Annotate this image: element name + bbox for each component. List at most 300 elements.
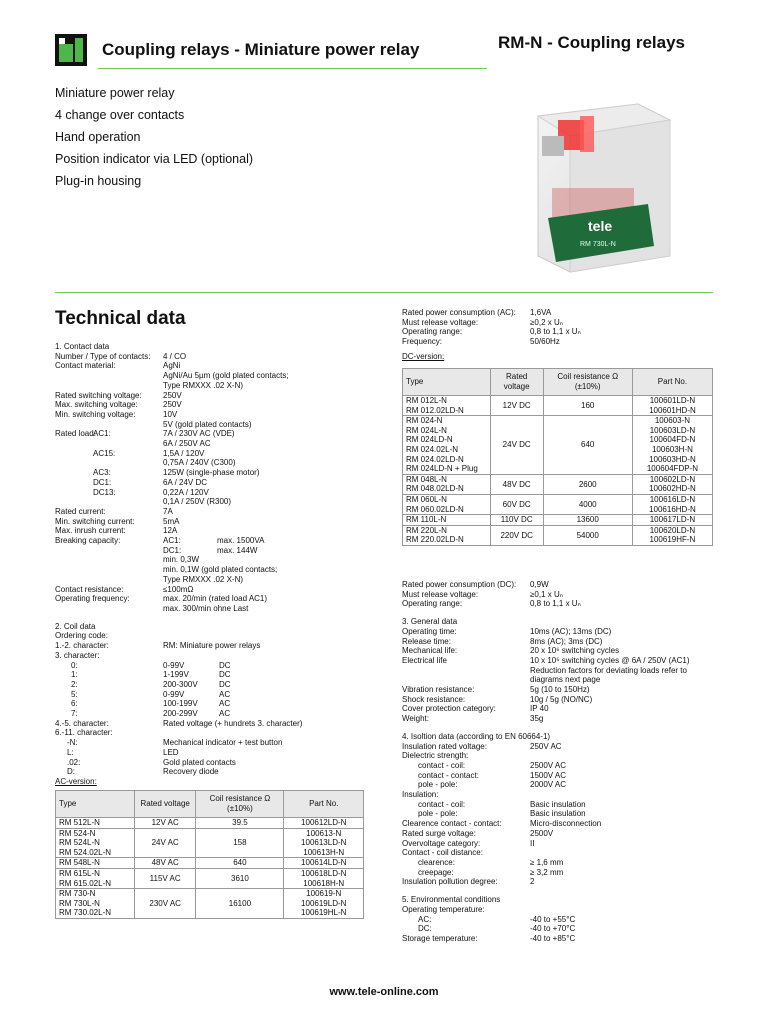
data-row — [55, 690, 370, 700]
code-range: 0-99V — [163, 689, 185, 699]
type-name: RM 060.02LD-N — [406, 504, 464, 514]
code-char: 2: — [71, 679, 78, 689]
data-key: contact - coil: — [418, 799, 466, 809]
load-category — [93, 497, 163, 507]
data-key: Release time: — [402, 636, 451, 646]
code-char: L: — [67, 747, 74, 757]
code-char: D: — [67, 767, 75, 777]
data-value: max. 20/min (rated load AC1) — [163, 594, 268, 604]
data-value: Rated voltage (+ hundrets 3. character) — [163, 718, 303, 728]
data-row — [402, 800, 717, 810]
relay-brand-label: tele — [588, 218, 613, 234]
type-cell — [403, 416, 491, 475]
data-row — [55, 565, 370, 575]
resistance-cell: 3610 — [196, 868, 284, 888]
table-header-cell: Part No. — [632, 369, 712, 396]
table-row — [403, 515, 713, 526]
data-key: Clearence contact - contact: — [402, 819, 502, 829]
data-row — [55, 478, 370, 488]
data-key: clearence: — [418, 857, 455, 867]
data-row — [402, 751, 717, 761]
data-row — [55, 738, 370, 748]
data-value: 10 x 10⁵ switching cycles @ 6A / 250V (AC1) — [530, 655, 690, 665]
code-type: DC — [219, 679, 231, 689]
data-key: Operating frequency: — [55, 594, 130, 604]
section-heading: 1. Contact data — [55, 342, 110, 351]
data-key — [402, 666, 530, 676]
data-row — [402, 905, 717, 915]
char-label: 3. character: — [55, 650, 100, 660]
part-cell — [632, 474, 712, 494]
left-column — [55, 342, 370, 787]
data-value: Gold plated contacts — [163, 757, 236, 767]
data-row — [55, 439, 370, 449]
part-number: 100616HD-N — [649, 504, 696, 514]
data-row — [55, 758, 370, 768]
data-value: 8ms (AC); 3ms (DC) — [530, 636, 603, 646]
section-divider — [55, 292, 713, 293]
data-key: Must release voltage: — [402, 589, 479, 599]
voltage-cell: 60V DC — [490, 494, 543, 514]
part-number: 100619-N — [306, 889, 342, 899]
ac-version-label: AC-version: — [55, 776, 97, 786]
data-row — [402, 714, 717, 724]
data-value: Basic insulation — [530, 809, 586, 819]
ordering-code-label: Ordering code: — [55, 631, 108, 641]
table-header-row — [403, 369, 713, 396]
data-row — [55, 680, 370, 690]
table-header-row — [56, 791, 364, 818]
table-row — [56, 889, 364, 919]
data-key — [55, 468, 93, 478]
ac-version-table — [55, 790, 364, 919]
data-row — [55, 410, 370, 420]
part-number: 100601LD-N — [649, 396, 696, 405]
data-row — [402, 590, 717, 600]
data-value: 7A — [163, 506, 173, 516]
data-value: 4 / CO — [163, 351, 187, 361]
data-row — [55, 391, 370, 401]
data-key — [55, 478, 93, 488]
data-key: Mechanical life: — [402, 646, 458, 656]
type-name: RM 220L-N — [406, 525, 447, 535]
data-key: Must release voltage: — [402, 317, 479, 327]
data-value: Micro-disconnection — [530, 819, 602, 829]
code-char: 1: — [71, 670, 78, 680]
part-number: 100612LD-N — [301, 818, 347, 827]
data-key — [55, 497, 93, 507]
resistance-cell: 2600 — [543, 474, 632, 494]
part-number: 100614LD-N — [301, 858, 347, 868]
data-row — [402, 924, 717, 934]
data-key: Insulation: — [402, 790, 439, 800]
resistance-cell: 640 — [196, 858, 284, 869]
type-name: RM 060L-N — [406, 494, 447, 504]
load-category — [93, 458, 163, 468]
data-key: Min. switching voltage: — [55, 409, 136, 419]
voltage-cell: 230V AC — [135, 889, 196, 919]
code-char: 0: — [71, 660, 78, 670]
data-key: Max. inrush current: — [55, 526, 126, 536]
data-value: diagrams next page — [530, 675, 601, 685]
data-row — [402, 868, 717, 878]
part-number: 100602LD-N — [649, 474, 696, 484]
load-category: DC1: — [93, 477, 112, 487]
data-value: 250V — [163, 390, 182, 400]
table-row — [403, 416, 713, 475]
data-row — [402, 742, 717, 752]
data-row — [402, 819, 717, 829]
series-title: RM-N - Coupling relays — [498, 33, 686, 52]
resistance-cell: 158 — [196, 828, 284, 858]
data-key: Vibration resistance: — [402, 685, 475, 695]
data-row — [402, 685, 717, 695]
data-row — [402, 656, 717, 666]
feature-item: Hand operation — [55, 130, 141, 144]
code-char: 5: — [71, 689, 78, 699]
data-row — [402, 675, 717, 685]
part-cell — [632, 416, 712, 475]
data-key: Contact resistance: — [55, 584, 124, 594]
data-row — [55, 594, 370, 604]
data-value: 5g (10 to 150Hz) — [530, 685, 590, 695]
data-key: Insulation rated voltage: — [402, 741, 487, 751]
data-key — [55, 604, 163, 614]
part-number: 100603-N — [654, 416, 690, 426]
data-row — [402, 327, 717, 337]
section-heading: 3. General data — [402, 617, 458, 627]
data-row — [55, 767, 370, 777]
relay-photo — [518, 96, 678, 276]
technical-data-heading: Technical data — [55, 308, 186, 329]
data-key: Dielectric strength: — [402, 751, 469, 761]
table-row — [56, 818, 364, 829]
code-char: 6: — [71, 699, 78, 709]
type-cell — [56, 868, 135, 888]
table-row — [56, 858, 364, 869]
data-row — [402, 704, 717, 714]
data-row — [55, 555, 370, 565]
data-value: 7A / 230V AC (VDE) — [163, 429, 235, 439]
part-number: 100616LD-N — [649, 494, 696, 504]
type-name: RM 024L-N — [406, 425, 447, 435]
load-category: AC15: — [93, 448, 116, 458]
data-value: 2500V — [530, 828, 554, 838]
part-cell — [632, 396, 712, 416]
voltage-cell: 110V DC — [490, 515, 543, 526]
data-row — [55, 699, 370, 709]
code-type: DC — [219, 670, 231, 680]
feature-item: 4 change over contacts — [55, 108, 185, 122]
data-value: Type RMXXX .02 X-N) — [163, 574, 244, 584]
data-row — [55, 670, 370, 680]
part-cell — [284, 868, 364, 888]
data-key — [402, 675, 530, 685]
voltage-cell: 24V AC — [135, 828, 196, 858]
type-name: RM 220.02LD-N — [406, 535, 464, 545]
voltage-cell: 115V AC — [135, 868, 196, 888]
resistance-cell: 16100 — [196, 889, 284, 919]
table-header-cell: Type — [56, 791, 135, 818]
part-number: 100603H-N — [651, 444, 693, 454]
part-number: 100601HD-N — [649, 405, 696, 415]
data-value: max. 300/min ohne Last — [163, 603, 249, 613]
type-name: RM 048.02LD-N — [406, 484, 464, 494]
right-column — [402, 580, 717, 944]
data-value: 0,8 to 1,1 x Uₙ — [530, 599, 581, 609]
data-row — [55, 546, 370, 556]
data-value: 2500V AC — [530, 760, 567, 770]
data-row — [402, 308, 717, 318]
data-value: AgNi/Au 5µm (gold plated contacts; — [163, 371, 289, 381]
part-number: 100620LD-N — [649, 525, 696, 535]
data-row — [402, 829, 717, 839]
data-row — [402, 337, 717, 347]
type-cell — [403, 474, 491, 494]
data-key: Rated switching voltage: — [55, 390, 142, 400]
data-key: Insulation pollution degree: — [402, 877, 498, 887]
code-char: 7: — [71, 709, 78, 719]
data-key: Frequency: — [402, 337, 443, 347]
data-value: 6A / 250V AC — [163, 439, 211, 449]
data-row — [402, 771, 717, 781]
table-row — [56, 828, 364, 858]
data-value: ≤100mΩ — [163, 584, 194, 594]
dc-version-table — [402, 368, 713, 546]
data-row — [55, 420, 370, 430]
data-row — [402, 646, 717, 656]
data-key: Shock resistance: — [402, 694, 466, 704]
data-value: 125W (single-phase motor) — [163, 468, 260, 478]
data-value: ≥0,2 x Uₙ — [530, 317, 563, 327]
type-cell — [56, 828, 135, 858]
data-value: 0,9W — [530, 580, 549, 589]
data-row — [55, 536, 370, 546]
part-cell — [284, 818, 364, 829]
resistance-cell: 4000 — [543, 494, 632, 514]
code-type: AC — [219, 709, 231, 719]
right-ac-data — [402, 308, 717, 362]
data-row — [55, 449, 370, 459]
data-row — [402, 877, 717, 887]
part-cell — [284, 889, 364, 919]
data-value: 10g / 5g (NO/NC) — [530, 694, 593, 704]
type-name: RM 524L-N — [59, 838, 100, 848]
type-name: RM 524-N — [59, 828, 96, 838]
data-key — [55, 575, 163, 585]
data-row — [55, 526, 370, 536]
data-value: min. 0,1W (gold plated contacts; — [163, 565, 278, 575]
footer-url: www.tele-online.com — [329, 986, 439, 998]
data-row — [55, 507, 370, 517]
data-row — [402, 809, 717, 819]
data-value: 1,6VA — [530, 308, 552, 317]
part-number: 100604FDP-N — [646, 464, 698, 474]
data-value: 0,1A / 250V (R300) — [163, 497, 232, 507]
data-value: max. 1500VA — [217, 536, 265, 546]
data-key: Rated current: — [55, 506, 106, 516]
data-row — [55, 517, 370, 527]
type-name: RM 012.02LD-N — [406, 405, 464, 415]
code-type: AC — [219, 699, 231, 709]
data-key: Contact - coil distance: — [402, 848, 483, 858]
data-row — [402, 627, 717, 637]
data-value: II — [530, 838, 535, 848]
data-row — [55, 371, 370, 381]
type-name: RM 730.02L-N — [59, 908, 112, 918]
load-category: AC1: — [93, 429, 111, 439]
data-key: 4.-5. character: — [55, 718, 109, 728]
data-key: Operating range: — [402, 327, 463, 337]
data-value: max. 144W — [217, 545, 258, 555]
data-value: Type RMXXX .02 X-N) — [163, 380, 244, 390]
data-row — [402, 839, 717, 849]
data-value: -40 to +85°C — [530, 933, 576, 943]
data-value: 5V (gold plated contacts) — [163, 419, 252, 429]
data-row — [55, 361, 370, 371]
part-number: 100618H-N — [303, 878, 345, 888]
data-key: AC: — [418, 914, 432, 924]
part-number: 100618LD-N — [301, 868, 347, 878]
data-key — [55, 420, 163, 430]
voltage-cell: 12V AC — [135, 818, 196, 829]
data-key: Max. switching voltage: — [55, 400, 138, 410]
data-row — [55, 748, 370, 758]
data-value: ≥ 3,2 mm — [530, 867, 564, 877]
section-heading: 5. Environmental conditions — [402, 895, 501, 905]
code-type: DC — [219, 660, 231, 670]
section-heading: 2. Coil data — [55, 621, 96, 631]
data-row — [55, 458, 370, 468]
data-key: contact - coil: — [418, 760, 466, 770]
type-cell — [56, 889, 135, 919]
data-value: 6A / 24V DC — [163, 477, 208, 487]
voltage-cell: 48V AC — [135, 858, 196, 869]
resistance-cell: 160 — [543, 396, 632, 416]
data-value: 2000V AC — [530, 780, 567, 790]
dc-version-label: DC-version: — [402, 351, 445, 361]
data-key: Storage temperature: — [402, 933, 478, 943]
data-row — [55, 719, 370, 729]
type-name: RM 730L-N — [59, 898, 100, 908]
data-key: pole - pole: — [418, 809, 458, 819]
type-name: RM 110L-N — [406, 515, 447, 525]
type-name: RM 615L-N — [59, 868, 100, 878]
data-row — [402, 790, 717, 800]
feature-item: Miniature power relay — [55, 86, 175, 100]
data-value: 10ms (AC); 13ms (DC) — [530, 626, 612, 636]
data-value: 2 — [530, 877, 535, 887]
table-header-cell: Type — [403, 369, 491, 396]
voltage-cell: 220V DC — [490, 525, 543, 545]
table-row — [403, 525, 713, 545]
part-number: 100617LD-N — [649, 515, 696, 525]
data-value: ≥ 1,6 mm — [530, 857, 564, 867]
data-key — [55, 449, 93, 459]
type-name: RM 048L-N — [406, 474, 447, 484]
data-row — [402, 761, 717, 771]
data-value: Reduction factors for deviating loads refer to — [530, 665, 687, 675]
data-row — [402, 599, 717, 609]
data-value: 12A — [163, 526, 178, 536]
type-name: RM 512L-N — [59, 818, 100, 827]
data-row — [55, 661, 370, 671]
resistance-cell: 54000 — [543, 525, 632, 545]
code-char: -N: — [67, 738, 78, 748]
data-key — [55, 458, 93, 468]
table-header-cell: Rated voltage — [135, 791, 196, 818]
breaking-category: DC1: — [163, 545, 182, 555]
data-row — [402, 637, 717, 647]
data-key — [55, 381, 163, 391]
data-value: RM: Miniature power relays — [163, 641, 261, 651]
table-row — [403, 494, 713, 514]
data-value: Basic insulation — [530, 799, 586, 809]
table-header-cell: Coil resistance Ω (±10%) — [543, 369, 632, 396]
data-value: Recovery diode — [163, 767, 219, 777]
data-key: 1.-2. character: — [55, 641, 109, 651]
data-value: AgNi — [163, 361, 181, 371]
data-row — [55, 429, 370, 439]
relay-model-label: RM 730L-N — [580, 241, 616, 248]
data-row — [55, 604, 370, 614]
data-key: Contact material: — [55, 361, 116, 371]
data-row — [55, 641, 370, 651]
code-range: 1-199V — [163, 670, 189, 680]
data-value: 1500V AC — [530, 770, 567, 780]
data-row — [402, 780, 717, 790]
data-value: 10V — [163, 409, 178, 419]
type-name: RM 024LD-N + Plug — [406, 464, 478, 474]
data-row — [55, 709, 370, 719]
data-row — [55, 585, 370, 595]
data-value: 5mA — [163, 516, 180, 526]
code-range: 0-99V — [163, 660, 185, 670]
part-number: 100603HD-N — [649, 454, 696, 464]
part-cell — [632, 515, 712, 526]
type-cell — [403, 396, 491, 416]
data-key: Min. switching current: — [55, 516, 135, 526]
data-key: DC: — [418, 924, 432, 934]
part-cell — [284, 828, 364, 858]
type-name: RM 012L-N — [406, 396, 447, 405]
data-row — [55, 400, 370, 410]
data-row — [402, 695, 717, 705]
data-row — [402, 580, 717, 590]
code-type: AC — [219, 689, 231, 699]
data-key — [55, 546, 163, 556]
data-row — [55, 381, 370, 391]
voltage-cell: 48V DC — [490, 474, 543, 494]
part-number: 100619HL-N — [301, 908, 347, 918]
data-row — [55, 352, 370, 362]
data-key: Overvoltage category: — [402, 838, 481, 848]
type-cell — [56, 858, 135, 869]
data-value: 250V — [163, 400, 182, 410]
header-divider — [98, 68, 487, 69]
data-value: IP 40 — [530, 704, 549, 714]
part-number: 100603LD-N — [649, 425, 696, 435]
data-row — [55, 468, 370, 478]
data-key: Rated power consumption (AC): — [402, 308, 516, 317]
part-number: 100619LD-N — [301, 898, 347, 908]
data-row — [402, 934, 717, 944]
data-value: Mechanical indicator + test button — [163, 738, 283, 748]
voltage-cell: 24V DC — [490, 416, 543, 475]
part-number: 100613H-N — [303, 847, 345, 857]
data-value: -40 to +70°C — [530, 924, 576, 934]
data-key — [55, 439, 93, 449]
